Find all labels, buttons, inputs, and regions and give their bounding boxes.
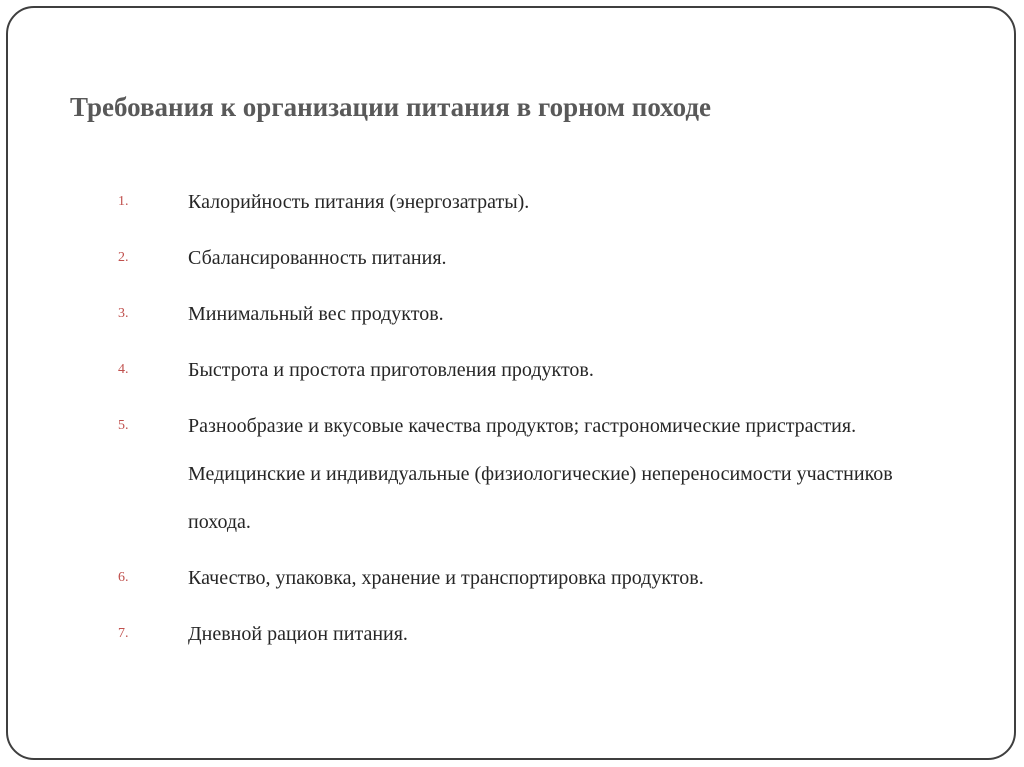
item-number: 3. xyxy=(118,306,129,321)
slide-title: Требования к организации питания в горном походе xyxy=(70,92,711,122)
list-item xyxy=(118,554,918,602)
item-text: Качество, упаковка, хранение и транспортировка продуктов. xyxy=(188,567,704,589)
item-text: Калорийность питания (энергозатраты). xyxy=(188,191,530,213)
item-text: Быстрота и простота приготовления продуктов. xyxy=(188,359,594,381)
item-text: Дневной рацион питания. xyxy=(188,623,408,645)
list-item xyxy=(118,290,918,338)
item-number: 5. xyxy=(118,418,129,433)
item-number: 2. xyxy=(118,250,129,265)
requirements-list xyxy=(118,178,918,666)
item-text: Минимальный вес продуктов. xyxy=(188,303,444,325)
item-number: 1. xyxy=(118,194,129,209)
list-item xyxy=(118,610,918,658)
item-number: 7. xyxy=(118,626,129,641)
slide-frame xyxy=(6,6,1016,760)
list-item xyxy=(118,178,918,226)
item-text: Сбалансированность питания. xyxy=(188,247,447,269)
item-number: 6. xyxy=(118,570,129,585)
list-item xyxy=(118,402,918,546)
list-item xyxy=(118,346,918,394)
item-number: 4. xyxy=(118,362,129,377)
list-item xyxy=(118,234,918,282)
item-text: Разнообразие и вкусовые качества продуктов; гастрономические пристрастия. Медицинские и индивидуальные (физиологические) непереносимости участников похода. xyxy=(188,415,893,533)
